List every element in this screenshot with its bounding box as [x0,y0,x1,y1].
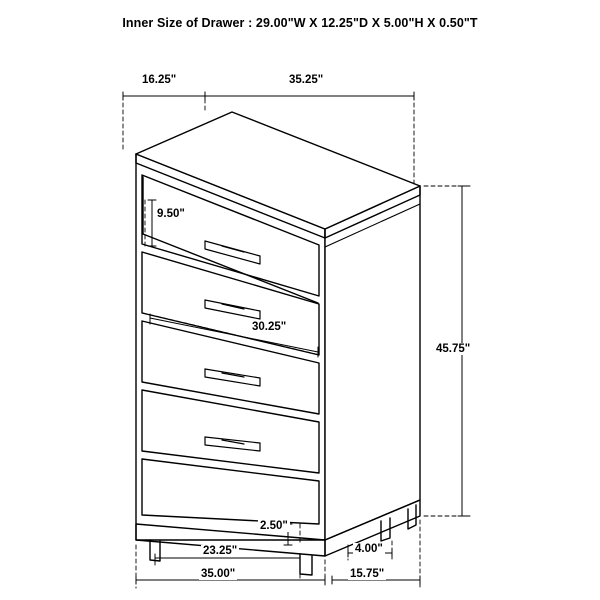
dimension-label-23-25: 23.25" [203,545,238,557]
page-title: Inner Size of Drawer : 29.00"W X 12.25"D X 5.00"H X 0.50"T [122,16,478,30]
dimension-label-2-50: 2.50" [260,520,288,532]
dimension-label-35-25: 35.25" [289,74,324,86]
dimension-label-15-75: 15.75" [350,568,385,580]
chest-side-panel [325,186,420,540]
dimension-label-30-25: 30.25" [252,321,287,333]
dimension-label-16-25: 16.25" [142,74,177,86]
dimension-label-9-50: 9.50" [157,208,185,220]
dimension-label-35-00: 35.00" [201,568,236,580]
dimension-label-45-75: 45.75" [436,343,471,355]
dimension-label-4-00: 4.00" [355,543,383,555]
